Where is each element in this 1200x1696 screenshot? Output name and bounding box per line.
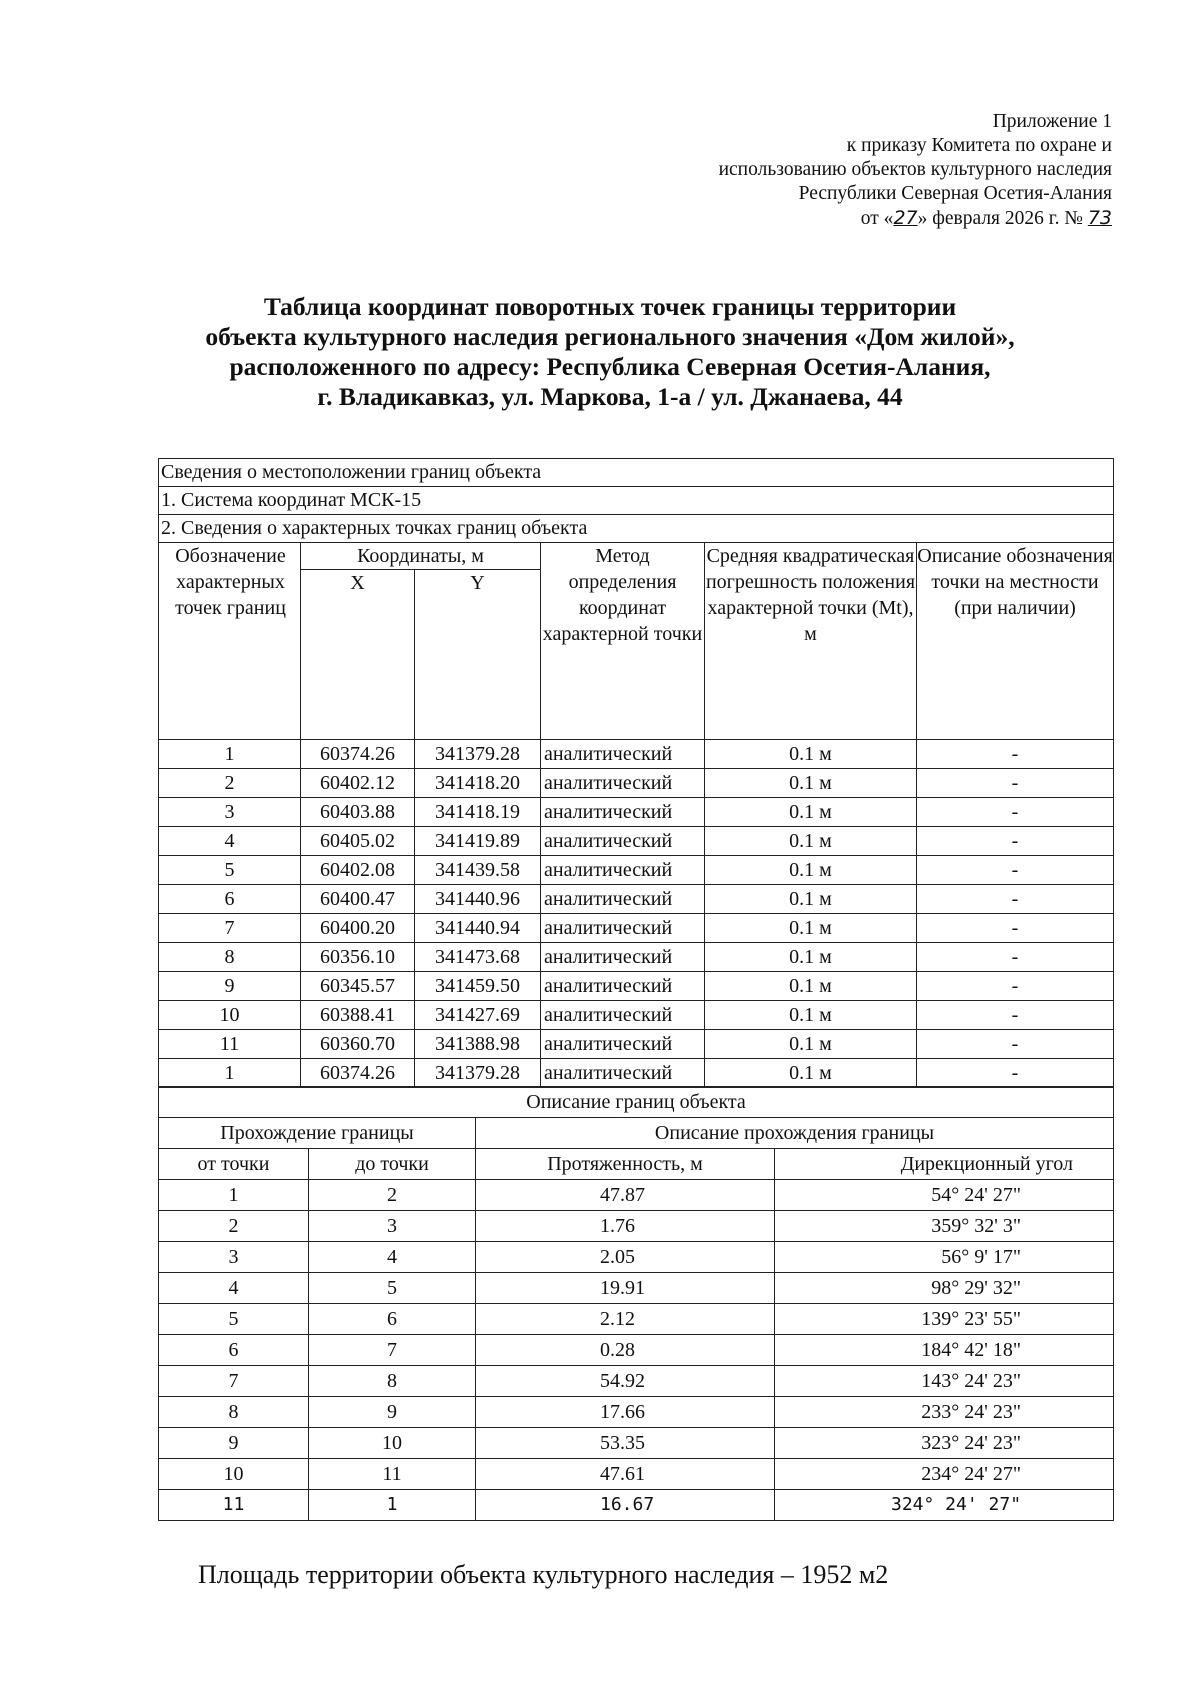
y-cell: 341419.89 (415, 827, 541, 856)
y-cell: 341388.98 (415, 1030, 541, 1059)
to-cell: 9 (309, 1397, 476, 1428)
from-cell: 7 (159, 1366, 309, 1397)
error-cell: 0.1 м (705, 885, 917, 914)
from-cell: 5 (159, 1304, 309, 1335)
title-line-1: Таблица координат поворотных точек границы территории (263, 292, 957, 321)
republic-name: Республики Северная Осетия-Алания (798, 183, 1112, 204)
boundary-section-title: Описание границ объекта (159, 1087, 1114, 1118)
title-line-4: г. Владикавказ, ул. Маркова, 1-а / ул. Джанаева, 44 (317, 382, 903, 411)
x-cell: 60388.41 (301, 1001, 415, 1030)
table-row (159, 972, 1114, 1001)
to-cell: 1 (309, 1490, 476, 1521)
method-cell: аналитический (541, 798, 705, 827)
y-cell: 341459.50 (415, 972, 541, 1001)
method-cell: аналитический (541, 769, 705, 798)
to-cell: 3 (309, 1211, 476, 1242)
table-row (159, 1335, 1114, 1366)
desc-cell: - (917, 972, 1114, 1001)
table-row (159, 1397, 1114, 1428)
angle-cell: 139° 23' 55" (775, 1304, 1114, 1335)
error-cell: 0.1 м (705, 1001, 917, 1030)
angle-cell: 98° 29' 32" (775, 1273, 1114, 1304)
to-cell: 4 (309, 1242, 476, 1273)
error-cell: 0.1 м (705, 943, 917, 972)
appendix-header (719, 110, 1112, 231)
method-cell: аналитический (541, 972, 705, 1001)
to-cell: 6 (309, 1304, 476, 1335)
table-row (159, 1059, 1114, 1088)
col-to-header: до точки (309, 1149, 476, 1180)
desc-cell: - (917, 943, 1114, 972)
desc-cell: - (917, 1001, 1114, 1030)
y-cell: 341427.69 (415, 1001, 541, 1030)
from-cell: 6 (159, 1335, 309, 1366)
from-cell: 2 (159, 1211, 309, 1242)
from-cell: 4 (159, 1273, 309, 1304)
point-cell: 8 (159, 943, 301, 972)
desc-cell: - (917, 1059, 1114, 1088)
y-cell: 341379.28 (415, 1059, 541, 1088)
table-row (159, 1428, 1114, 1459)
point-cell: 5 (159, 856, 301, 885)
coordinates-table (158, 458, 1114, 1088)
method-cell: аналитический (541, 1059, 705, 1088)
error-cell: 0.1 м (705, 1059, 917, 1088)
date-prefix: от « (860, 208, 894, 229)
table-row (159, 1030, 1114, 1059)
to-cell: 7 (309, 1335, 476, 1366)
order-date-line (719, 206, 1112, 231)
method-cell: аналитический (541, 827, 705, 856)
col-passage-header: Прохождение границы (159, 1118, 476, 1149)
table-row (159, 1304, 1114, 1335)
table-row (159, 856, 1114, 885)
table-row (159, 740, 1114, 769)
to-cell: 11 (309, 1459, 476, 1490)
coordinate-system-label: 1. Система координат МСК-15 (159, 487, 1114, 515)
x-cell: 60345.57 (301, 972, 415, 1001)
length-cell: 47.61 (476, 1459, 775, 1490)
table-row (159, 798, 1114, 827)
desc-cell: - (917, 856, 1114, 885)
to-cell: 2 (309, 1180, 476, 1211)
point-cell: 7 (159, 914, 301, 943)
from-cell: 11 (159, 1490, 309, 1521)
table-row (159, 885, 1114, 914)
title-line-3: расположенного по адресу: Республика Северная Осетия-Алания, (229, 352, 991, 381)
from-cell: 8 (159, 1397, 309, 1428)
col-error-header: Средняя квадратическая погрешность положения характерной точки (Mt), м (705, 543, 917, 740)
document-title (140, 292, 1080, 412)
length-cell: 53.35 (476, 1428, 775, 1459)
method-cell: аналитический (541, 856, 705, 885)
to-cell: 5 (309, 1273, 476, 1304)
error-cell: 0.1 м (705, 914, 917, 943)
angle-cell: 359° 32' 3" (775, 1211, 1114, 1242)
table-row (159, 1366, 1114, 1397)
date-day: 27 (893, 207, 918, 229)
desc-cell: - (917, 1030, 1114, 1059)
x-cell: 60400.47 (301, 885, 415, 914)
length-cell: 1.76 (476, 1211, 775, 1242)
method-cell: аналитический (541, 740, 705, 769)
x-cell: 60374.26 (301, 740, 415, 769)
method-cell: аналитический (541, 1001, 705, 1030)
col-y-header: Y (415, 570, 541, 740)
angle-cell: 56° 9' 17" (775, 1242, 1114, 1273)
length-cell: 0.28 (476, 1335, 775, 1366)
x-cell: 60402.08 (301, 856, 415, 885)
x-cell: 60400.20 (301, 914, 415, 943)
location-section-title: Сведения о местоположении границ объекта (159, 459, 1114, 487)
length-cell: 19.91 (476, 1273, 775, 1304)
to-cell: 8 (309, 1366, 476, 1397)
table-row (159, 1211, 1114, 1242)
col-from-header: от точки (159, 1149, 309, 1180)
length-cell: 54.92 (476, 1366, 775, 1397)
length-cell: 2.12 (476, 1304, 775, 1335)
order-number: 73 (1087, 207, 1112, 229)
error-cell: 0.1 м (705, 856, 917, 885)
col-coords-header: Координаты, м (301, 543, 541, 570)
point-cell: 4 (159, 827, 301, 856)
point-cell: 3 (159, 798, 301, 827)
date-middle: » февраля 2026 г. № (917, 208, 1088, 229)
x-cell: 60402.12 (301, 769, 415, 798)
title-line-2: объекта культурного наследия регионального значения «Дом жилой», (205, 322, 1015, 351)
to-cell: 10 (309, 1428, 476, 1459)
error-cell: 0.1 м (705, 1030, 917, 1059)
y-cell: 341473.68 (415, 943, 541, 972)
col-angle-header: Дирекционный угол (775, 1149, 1114, 1180)
from-cell: 9 (159, 1428, 309, 1459)
desc-cell: - (917, 740, 1114, 769)
x-cell: 60356.10 (301, 943, 415, 972)
col-x-header: X (301, 570, 415, 740)
length-cell: 17.66 (476, 1397, 775, 1428)
error-cell: 0.1 м (705, 827, 917, 856)
committee-name: использованию объектов культурного наследия (718, 159, 1112, 180)
table-row (159, 1490, 1114, 1521)
method-cell: аналитический (541, 943, 705, 972)
x-cell: 60405.02 (301, 827, 415, 856)
boundary-table (158, 1086, 1114, 1521)
table-row (159, 943, 1114, 972)
table-row (159, 827, 1114, 856)
method-cell: аналитический (541, 885, 705, 914)
point-cell: 10 (159, 1001, 301, 1030)
point-cell: 9 (159, 972, 301, 1001)
length-cell: 16.67 (476, 1490, 775, 1521)
point-cell: 1 (159, 1059, 301, 1088)
angle-cell: 184° 42' 18" (775, 1335, 1114, 1366)
y-cell: 341379.28 (415, 740, 541, 769)
angle-cell: 323° 24' 23" (775, 1428, 1114, 1459)
angle-cell: 233° 24' 23" (775, 1397, 1114, 1428)
col-point-header: Обозначение характерных точек границ (159, 543, 301, 740)
from-cell: 3 (159, 1242, 309, 1273)
point-cell: 11 (159, 1030, 301, 1059)
angle-cell: 54° 24' 27" (775, 1180, 1114, 1211)
points-section-label: 2. Сведения о характерных точках границ объекта (159, 515, 1114, 543)
angle-cell: 234° 24' 27" (775, 1459, 1114, 1490)
x-cell: 60360.70 (301, 1030, 415, 1059)
table-row (159, 914, 1114, 943)
length-cell: 47.87 (476, 1180, 775, 1211)
table-row (159, 1273, 1114, 1304)
x-cell: 60374.26 (301, 1059, 415, 1088)
col-description-header: Описание прохождения границы (476, 1118, 1114, 1149)
point-cell: 2 (159, 769, 301, 798)
error-cell: 0.1 м (705, 769, 917, 798)
desc-cell: - (917, 769, 1114, 798)
error-cell: 0.1 м (705, 740, 917, 769)
error-cell: 0.1 м (705, 798, 917, 827)
x-cell: 60403.88 (301, 798, 415, 827)
col-length-header: Протяженность, м (476, 1149, 775, 1180)
angle-cell: 143° 24' 23" (775, 1366, 1114, 1397)
y-cell: 341418.20 (415, 769, 541, 798)
table-row (159, 1242, 1114, 1273)
table-row (159, 1459, 1114, 1490)
method-cell: аналитический (541, 914, 705, 943)
y-cell: 341440.96 (415, 885, 541, 914)
length-cell: 2.05 (476, 1242, 775, 1273)
desc-cell: - (917, 798, 1114, 827)
error-cell: 0.1 м (705, 972, 917, 1001)
table-row (159, 1180, 1114, 1211)
y-cell: 341439.58 (415, 856, 541, 885)
area-summary: Площадь территории объекта культурного наследия – 1952 м2 (198, 1560, 889, 1589)
angle-cell: 324° 24' 27" (775, 1490, 1114, 1521)
from-cell: 10 (159, 1459, 309, 1490)
y-cell: 341418.19 (415, 798, 541, 827)
method-cell: аналитический (541, 1030, 705, 1059)
order-reference: к приказу Комитета по охране и (846, 135, 1112, 156)
col-method-header: Метод определения координат характерной точки (541, 543, 705, 740)
y-cell: 341440.94 (415, 914, 541, 943)
from-cell: 1 (159, 1180, 309, 1211)
appendix-label: Приложение 1 (992, 111, 1112, 132)
col-desc-header: Описание обозначения точки на местности (при наличии) (917, 543, 1114, 740)
desc-cell: - (917, 827, 1114, 856)
desc-cell: - (917, 914, 1114, 943)
point-cell: 1 (159, 740, 301, 769)
point-cell: 6 (159, 885, 301, 914)
desc-cell: - (917, 885, 1114, 914)
table-row (159, 1001, 1114, 1030)
table-row (159, 769, 1114, 798)
